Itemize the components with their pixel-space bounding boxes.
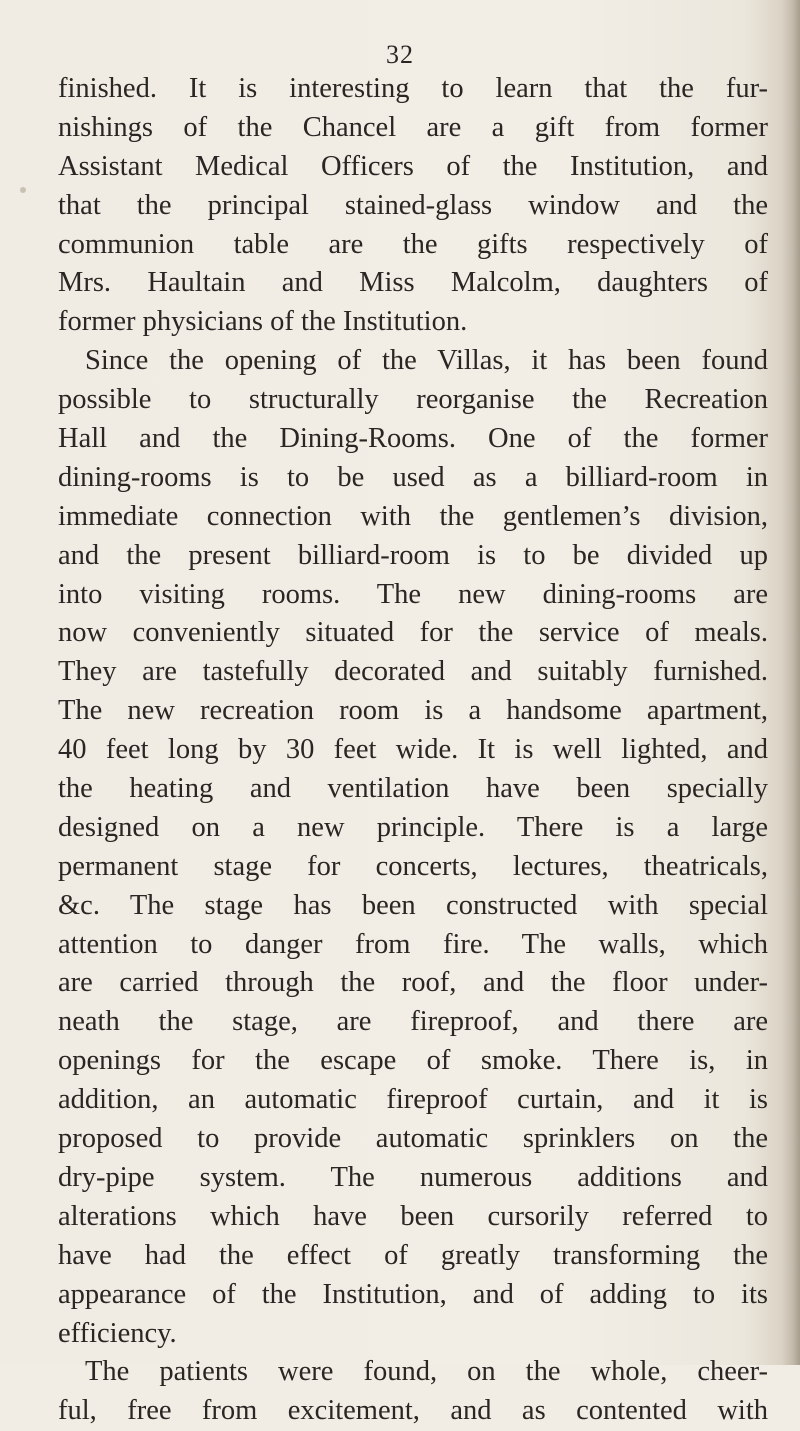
text-line: Since the opening of the Villas, it has been found [85, 345, 768, 377]
text-line: ful, free from excitement, and as contented with [58, 1395, 768, 1427]
body-text [58, 70, 768, 1431]
text-line: into visiting rooms. The new dining-rooms are [58, 578, 768, 610]
ink-speck [20, 187, 26, 193]
text-line: The patients were found, on the whole, cheer- [85, 1356, 768, 1388]
text-line: attention to danger from fire. The walls, which [58, 928, 768, 960]
text-line: Assistant Medical Officers of the Institution, and [58, 150, 768, 182]
text-line: dry-pipe system. The numerous additions and [58, 1161, 768, 1193]
text-line: addition, an automatic fireproof curtain, and it is [58, 1084, 768, 1116]
page-number: 32 [386, 40, 414, 69]
text-line: They are tastefully decorated and suitably furnished. [58, 656, 768, 688]
text-line: appearance of the Institution, and of adding to its [58, 1278, 768, 1310]
page-edge-shadow [782, 0, 800, 1365]
text-line: possible to structurally reorganise the Recreation [58, 384, 768, 416]
text-line: 40 feet long by 30 feet wide. It is well lighted, and [58, 734, 768, 766]
text-line: dining-rooms is to be used as a billiard-room in [58, 461, 768, 493]
text-line: the heating and ventilation have been specially [58, 773, 768, 805]
text-line: Mrs. Haultain and Miss Malcolm, daughters of [58, 267, 768, 299]
text-line: neath the stage, are fireproof, and there are [58, 1006, 768, 1038]
text-line: now conveniently situated for the service of meals. [58, 617, 768, 649]
text-line: immediate connection with the gentlemen’s division, [58, 500, 768, 532]
text-line: former physicians of the Institution. [58, 306, 468, 338]
text-line: designed on a new principle. There is a large [58, 811, 768, 843]
text-line: Hall and the Dining-Rooms. One of the former [58, 423, 768, 455]
text-line: finished. It is interesting to learn that the fur- [58, 73, 768, 104]
text-line: permanent stage for concerts, lectures, theatricals, [58, 850, 768, 882]
text-line: and the present billiard-room is to be divided up [58, 539, 768, 571]
text-line: &c. The stage has been constructed with special [58, 889, 768, 921]
text-line: have had the effect of greatly transforming the [58, 1239, 768, 1271]
text-line: alterations which have been cursorily referred to [58, 1200, 768, 1232]
text-line: communion table are the gifts respectively of [58, 228, 768, 260]
text-line: The new recreation room is a handsome apartment, [58, 695, 768, 727]
text-line: efficiency. [58, 1317, 177, 1349]
text-line: are carried through the roof, and the floor under- [58, 967, 768, 999]
text-line: nishings of the Chancel are a gift from former [58, 111, 768, 143]
text-line: that the principal stained-glass window and the [58, 189, 768, 221]
text-line: proposed to provide automatic sprinklers on the [58, 1123, 768, 1155]
text-line: openings for the escape of smoke. There is, in [58, 1045, 768, 1077]
